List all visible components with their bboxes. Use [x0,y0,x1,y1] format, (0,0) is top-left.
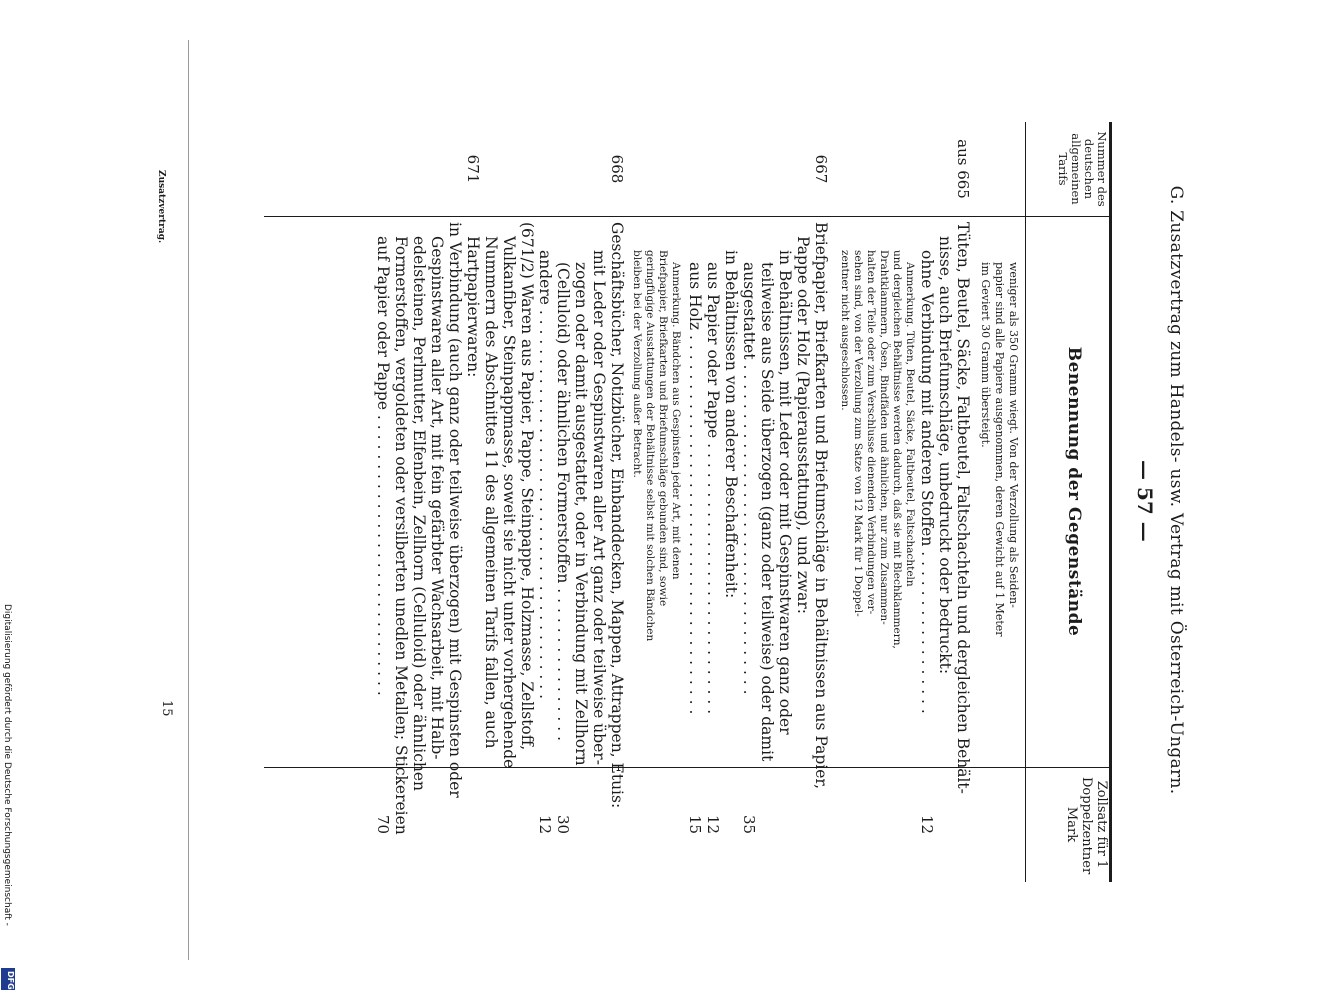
description-line: teilweise aus Seide überzogen (ganz oder teilweise) oder damit [758,262,776,762]
column-header-duty: Zollsatz für 1 Doppelzentner Mark [1064,777,1109,875]
description-line: aus Papier oder Pappe . . . . . . . . . . . . . . . . . . . . . . . . . . . . [704,262,722,715]
description-line: bleiben bei der Verzollung außer Betracht. [631,250,643,478]
duty-rate: 12 [536,814,554,835]
duty-rate: 15 [686,814,704,835]
running-header: G. Zusatzvertrag zum Handels- usw. Vertrag mit Österreich-Ungarn. [1166,185,1186,795]
description-line: Tüten, Beutel, Säcke, Faltbeutel, Faltschachteln und dergleichen Behält- [954,222,972,794]
description-line: aus Holz . . . . . . . . . . . . . . . . . . . . . . . . . . . . . . . . . . . . . . . [686,262,704,715]
description-line: Geschäftsbücher, Notizbücher, Einbanddecken, Mappen, Attrappen, Etuis: [608,222,626,809]
tariff-number: 667 [812,154,830,184]
description-line: Gespinstwaren aller Art, mit fein gefärbter Wachsarbeit, mit Halb- [428,236,446,760]
description-line: Briefpapier, Briefkarten und Briefumschläge in Behältnissen aus Papier, [812,222,830,789]
description-line: papier sind alle Papiere ausgenommen, deren Gewicht auf 1 Meter [993,262,1006,637]
description-line: Anmerkung. Tüten, Beutel, Säcke, Faltbeutel, Faltschachteln [904,262,916,587]
table-top-rule [1109,122,1112,882]
description-line: in Behältnissen von anderer Beschaffenheit: [722,250,740,599]
description-line: Pappe oder Holz (Papierausstattung), und zwar: [794,236,812,615]
description-line: auf Papier oder Pappe . . . . . . . . . . . . . . . . . . . . . . . . . . . . . [374,236,392,696]
description-line: mit Leder oder Gespinstwaren aller Art ganz oder teilweise über- [590,250,608,765]
footer-rule [188,40,189,960]
description-line: Nummern des Abschnittes 11 des allgemeinen Tarifs fallen, auch [482,236,500,749]
description-line: Briefpapier, Briefkarten und Briefumschläge gebunden sind, sowie [657,250,669,607]
description-line: und dergleichen Behältnisse werden dadurch, daß sie mit Blechklammern, [891,250,903,649]
description-line: (Celluloid) oder ähnlichen Formerstoffen . . . . . . . . . . . . . . . . [554,262,572,742]
duty-rate: 70 [374,814,392,835]
description-line: ausgestattet . . . . . . . . . . . . . . . . . . . . . . . . . . . . . . . . . . [740,262,758,695]
description-line: in Behältnissen, mit Leder oder mit Gespinstwaren ganz oder [776,250,794,735]
duty-rate: 35 [740,814,758,835]
duty-rate: 30 [554,814,572,835]
description-line: im Geviert 30 Gramm übersteigt. [979,262,992,448]
description-line: weniger als 350 Gramm wiegt. Von der Verzollung als Seiden- [1007,262,1020,608]
description-line: in Verbindung (auch ganz oder teilweise überzogen) mit Gespinsten oder [446,222,464,798]
tariff-number: 668 [608,154,626,184]
footer-label: Zusatzvertrag. [156,170,166,244]
dfg-logo [1,968,15,990]
description-line: halten der Teile oder zum Verschlusse dienenden Verbindungen ver- [865,250,877,615]
tariff-table [264,122,1112,882]
column-header-description: Benennung der Gegenstände [1064,346,1084,637]
digitization-note [0,604,14,990]
description-line: nisse, auch Briefumschläge, unbedruckt oder bedruckt: [936,236,954,675]
tariff-number: 671 [464,154,482,184]
description-line: Hartpapierwaren: [464,236,482,378]
description-line: zogen oder damit ausgestattet, oder in Verbindung mit Zellhorn [572,262,590,766]
digitization-note-text: Digitalisierung gefördert durch die Deutsche Forschungsgemeinschaft - [2,604,12,926]
description-line: edelsteinen, Perlmutter, Elfenbein, Zellhorn (Celluloid) oder ähnlichen [410,236,428,792]
description-line: geringfügige Ausstattungen der Behältnisse selbst mit solchen Bändchen [644,250,656,642]
description-line: Formerstoffen, vergoldeten oder versilberten unedlen Metallen; Stickereien [392,236,410,835]
duty-rate: 12 [918,814,936,835]
footer-number: 15 [159,700,174,717]
description-line: (671/2) Waren aus Papier, Pappe, Steinpappe, Holzmasse, Zellstoff, [518,222,536,751]
page-number: — 57 — [1133,460,1157,542]
description-line: andere . . . . . . . . . . . . . . . . . . . . . . . . . . . . . . . . . . . . . . . . [536,250,554,700]
description-line: Vulkanfiber, Steinpappmasse, soweit sie nicht unter vorhergehende [500,236,518,769]
header-rule [1025,122,1026,882]
column-divider [264,216,1112,217]
description-line: zentner nicht ausgeschlossen. [839,250,851,411]
description-line: Drahtklammern, Ösen, Bindfäden und ähnlichen, nur zum Zusammen- [878,250,890,625]
description-line: ohne Verbindung mit anderen Stoffen . . . . . . . . . . . . . . . . . [918,250,936,714]
column-header-tariff-number: Nummer des deutschen allgemeinen Tarifs [1056,131,1109,207]
description-line: Anmerkung. Bändchen aus Gespinsten jeder Art, mit denen [670,262,682,580]
description-line: sehen sind, von der Verzollung zum Satze von 12 Mark für 1 Doppel- [852,250,864,617]
dfg-logo-text: DFG [6,971,15,990]
tariff-number: aus 665 [954,139,972,199]
duty-rate: 12 [704,814,722,835]
